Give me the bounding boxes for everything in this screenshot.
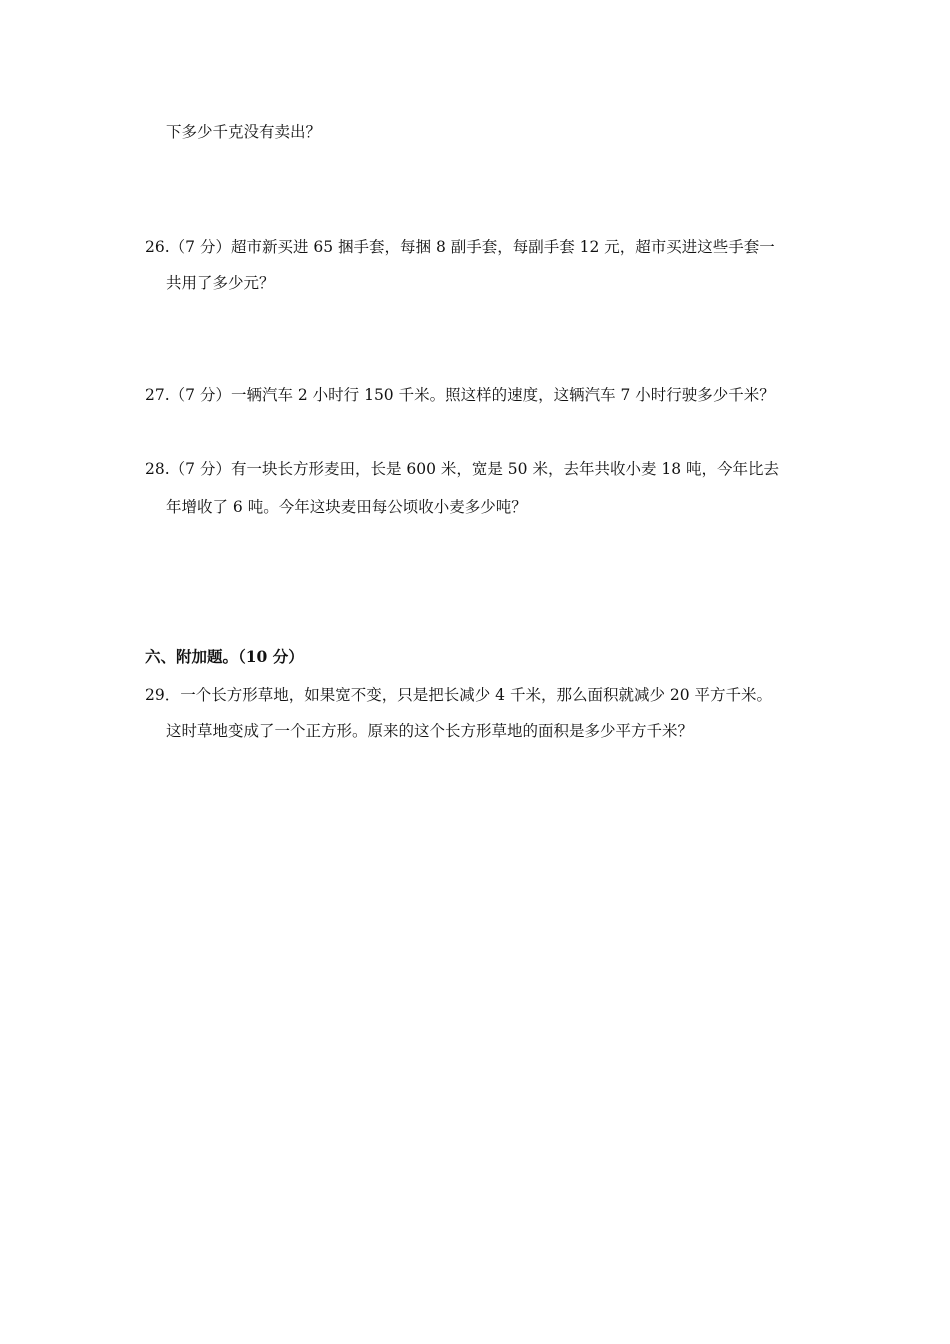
question-28-line-2: 年增收了 6 吨。今年这块麦田每公顷收小麦多少吨？	[166, 498, 527, 516]
question-28-line-1: 28.（7 分）有一块长方形麦田，长是 600 米，宽是 50 米，去年共收小麦 18 吨，今年比去	[145, 460, 780, 478]
section-6-title: 六、附加题。（10 分）	[145, 647, 304, 666]
question-29-line-2: 这时草地变成了一个正方形。原来的这个长方形草地的面积是多少平方千米？	[166, 722, 694, 740]
question-26-line-2: 共用了多少元？	[166, 274, 275, 292]
question-27-line-1: 27.（7 分）一辆汽车 2 小时行 150 千米。照这样的速度，这辆汽车 7 小时行驶多少千米？	[145, 386, 775, 404]
question-25-continuation: 下多少千克没有卖出？	[166, 123, 322, 141]
question-29-line-1: 29．一个长方形草地，如果宽不变，只是把长减少 4 千米，那么面积就减少 20 平方千米。	[145, 686, 773, 704]
question-26-line-1: 26.（7 分）超市新买进 65 捆手套，每捆 8 副手套，每副手套 12 元，超市买进这些手套一	[145, 238, 775, 256]
